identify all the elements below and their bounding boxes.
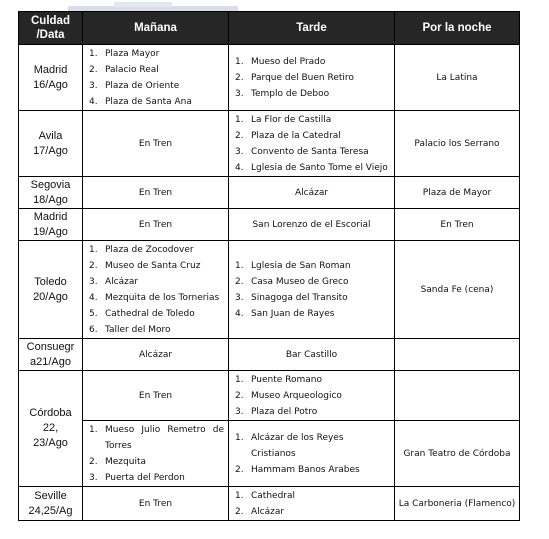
list-item-text: Palacio Real (105, 64, 159, 75)
list-item-text: Alcázar (251, 506, 285, 517)
list-number: 2. (89, 64, 98, 75)
list-item-text: Puente Romano (251, 374, 322, 385)
list-item-text: Plaza de la Catedral (251, 130, 341, 141)
list-item-text: Templo de Deboo (251, 88, 330, 99)
list-item (229, 144, 394, 160)
city-cell: Madrid 19/Ago (19, 209, 83, 241)
list-number: 1. (235, 374, 244, 385)
list-item-text: La Flor de Castilla (251, 114, 332, 125)
list-item (229, 430, 394, 462)
list-item-text: Alcázar de los Reyes Cristianos (251, 432, 344, 459)
list-item (83, 454, 228, 470)
list-item-text: Mueso Julio Remetro de Torres (105, 424, 224, 451)
list-item-text: Convento de Santa Teresa (251, 146, 369, 157)
activity-list (83, 46, 228, 110)
list-item (229, 274, 394, 290)
list-item (229, 388, 394, 404)
list-number: 2. (235, 72, 244, 83)
list-number: 3. (235, 292, 244, 303)
list-number: 2. (89, 456, 98, 467)
list-number: 5. (89, 308, 98, 319)
activity-list (229, 372, 394, 420)
activity-list (229, 430, 394, 478)
list-item (83, 274, 228, 290)
list-item (229, 112, 394, 128)
afternoon-cell (229, 241, 395, 339)
list-item (83, 322, 228, 338)
list-item-text: Plaza del Potro (251, 406, 318, 417)
list-number: 1. (235, 490, 244, 501)
list-item (229, 54, 394, 70)
list-item-text: Mezquita (105, 456, 146, 467)
morning-cell (83, 45, 229, 111)
table-row (19, 241, 520, 339)
afternoon-cell (229, 371, 395, 421)
morning-cell (83, 241, 229, 339)
list-number: 4. (235, 162, 244, 173)
list-item-text: Alcázar (105, 276, 139, 287)
afternoon-cell: San Lorenzo de el Escorial (229, 209, 395, 241)
morning-cell: Alcázar (83, 339, 229, 371)
list-item (229, 462, 394, 478)
list-item (229, 290, 394, 306)
night-cell: En Tren (395, 209, 520, 241)
list-item (83, 242, 228, 258)
list-number: 4. (89, 292, 98, 303)
list-item (83, 46, 228, 62)
list-number: 2. (89, 260, 98, 271)
list-item-text: Puerta del Perdon (105, 472, 185, 483)
list-item-text: Lglesia de San Roman (251, 260, 351, 271)
list-number: 1. (235, 56, 244, 67)
list-item-text: Plaza Mayor (105, 48, 160, 59)
list-number: 2. (235, 464, 244, 475)
list-item (83, 290, 228, 306)
list-number: 2. (235, 276, 244, 287)
list-item (229, 160, 394, 176)
night-cell: La Latina (395, 45, 520, 111)
afternoon-cell (229, 421, 395, 487)
list-number: 2. (235, 130, 244, 141)
list-item-text: Sinagoga del Transito (251, 292, 348, 303)
header-city: Culdad /Data (19, 12, 83, 45)
city-cell: Córdoba 22, 23/Ago (19, 371, 83, 487)
list-item-text: Parque del Buen Retiro (251, 72, 354, 83)
night-cell: Gran Teatro de Córdoba (395, 421, 520, 487)
list-number: 1. (235, 114, 244, 125)
activity-list (229, 488, 394, 520)
list-number: 2. (235, 506, 244, 517)
night-cell: Plaza de Mayor (395, 177, 520, 209)
activity-list (229, 258, 394, 322)
list-item-text: Museo Arqueologico (251, 390, 342, 401)
list-item (83, 422, 228, 454)
list-item-text: Mezquita de los Tornerias (105, 292, 220, 303)
afternoon-cell (229, 45, 395, 111)
list-number: 2. (235, 390, 244, 401)
morning-cell: En Tren (83, 209, 229, 241)
activity-list (229, 54, 394, 102)
city-cell: Madrid 16/Ago (19, 45, 83, 111)
list-number: 3. (89, 276, 98, 287)
list-number: 3. (235, 146, 244, 157)
list-item (83, 470, 228, 486)
list-item-text: Hammam Banos Arabes (251, 464, 360, 475)
list-item (83, 94, 228, 110)
list-item (229, 128, 394, 144)
afternoon-cell: Bar Castillo (229, 339, 395, 371)
list-number: 3. (235, 88, 244, 99)
night-cell: Palacio los Serrano (395, 111, 520, 177)
list-number: 3. (89, 80, 98, 91)
activity-list (83, 422, 228, 486)
city-cell: Toledo 20/Ago (19, 241, 83, 339)
list-item (229, 504, 394, 520)
table-row (19, 487, 520, 521)
list-number: 1. (235, 260, 244, 271)
night-cell: Sanda Fe (cena) (395, 241, 520, 339)
night-cell (395, 371, 520, 421)
morning-cell: En Tren (83, 487, 229, 521)
header-row (19, 12, 520, 45)
list-item-text: Cathedral de Toledo (105, 308, 195, 319)
list-item (229, 488, 394, 504)
night-cell: La Carboneria (Flamenco) (395, 487, 520, 521)
list-number: 3. (235, 406, 244, 417)
list-item (229, 372, 394, 388)
city-cell: Consuegr a21/Ago (19, 339, 83, 371)
header-morning: Mañana (83, 12, 229, 45)
list-number: 1. (89, 244, 98, 255)
list-item (229, 258, 394, 274)
city-cell: Segovia 18/Ago (19, 177, 83, 209)
activity-list (83, 242, 228, 338)
morning-cell (83, 421, 229, 487)
city-cell: Seville 24,25/Ag (19, 487, 83, 521)
list-item (83, 78, 228, 94)
list-item-text: Plaza de Santa Ana (105, 96, 192, 107)
list-item (83, 62, 228, 78)
city-cell: Avila 17/Ago (19, 111, 83, 177)
afternoon-cell (229, 487, 395, 521)
list-number: 1. (89, 48, 98, 59)
table-row (19, 209, 520, 241)
list-number: 1. (89, 424, 98, 435)
list-item (229, 404, 394, 420)
table-row (19, 371, 520, 421)
activity-list (229, 112, 394, 176)
afternoon-cell (229, 111, 395, 177)
list-item-text: Taller del Moro (105, 324, 171, 335)
list-item-text: Plaza de Oriente (105, 80, 180, 91)
header-afternoon: Tarde (229, 12, 395, 45)
list-item (229, 86, 394, 102)
list-item-text: Lglesia de Santo Tome el Viejo (251, 162, 388, 173)
table-row (19, 339, 520, 371)
list-item-text: Museo de Santa Cruz (105, 260, 201, 271)
list-number: 3. (89, 472, 98, 483)
list-item-text: Plaza de Zocodover (105, 244, 194, 255)
list-number: 4. (89, 96, 98, 107)
table-row (19, 45, 520, 111)
list-item-text: San Juan de Rayes (251, 308, 335, 319)
list-item (83, 258, 228, 274)
list-number: 1. (235, 432, 244, 443)
afternoon-cell: Alcázar (229, 177, 395, 209)
list-item (229, 306, 394, 322)
morning-cell: En Tren (83, 177, 229, 209)
table-row (19, 421, 520, 487)
morning-cell: En Tren (83, 111, 229, 177)
list-item-text: Cathedral (251, 490, 295, 501)
table-row (19, 177, 520, 209)
night-cell (395, 339, 520, 371)
list-number: 6. (89, 324, 98, 335)
list-item-text: Mueso del Prado (251, 56, 326, 67)
header-night: Por la noche (395, 12, 520, 45)
list-item (83, 306, 228, 322)
list-item-text: Casa Museo de Greco (251, 276, 349, 287)
list-item (229, 70, 394, 86)
morning-cell: En Tren (83, 371, 229, 421)
itinerary-table (18, 11, 520, 521)
table-row (19, 111, 520, 177)
list-number: 4. (235, 308, 244, 319)
